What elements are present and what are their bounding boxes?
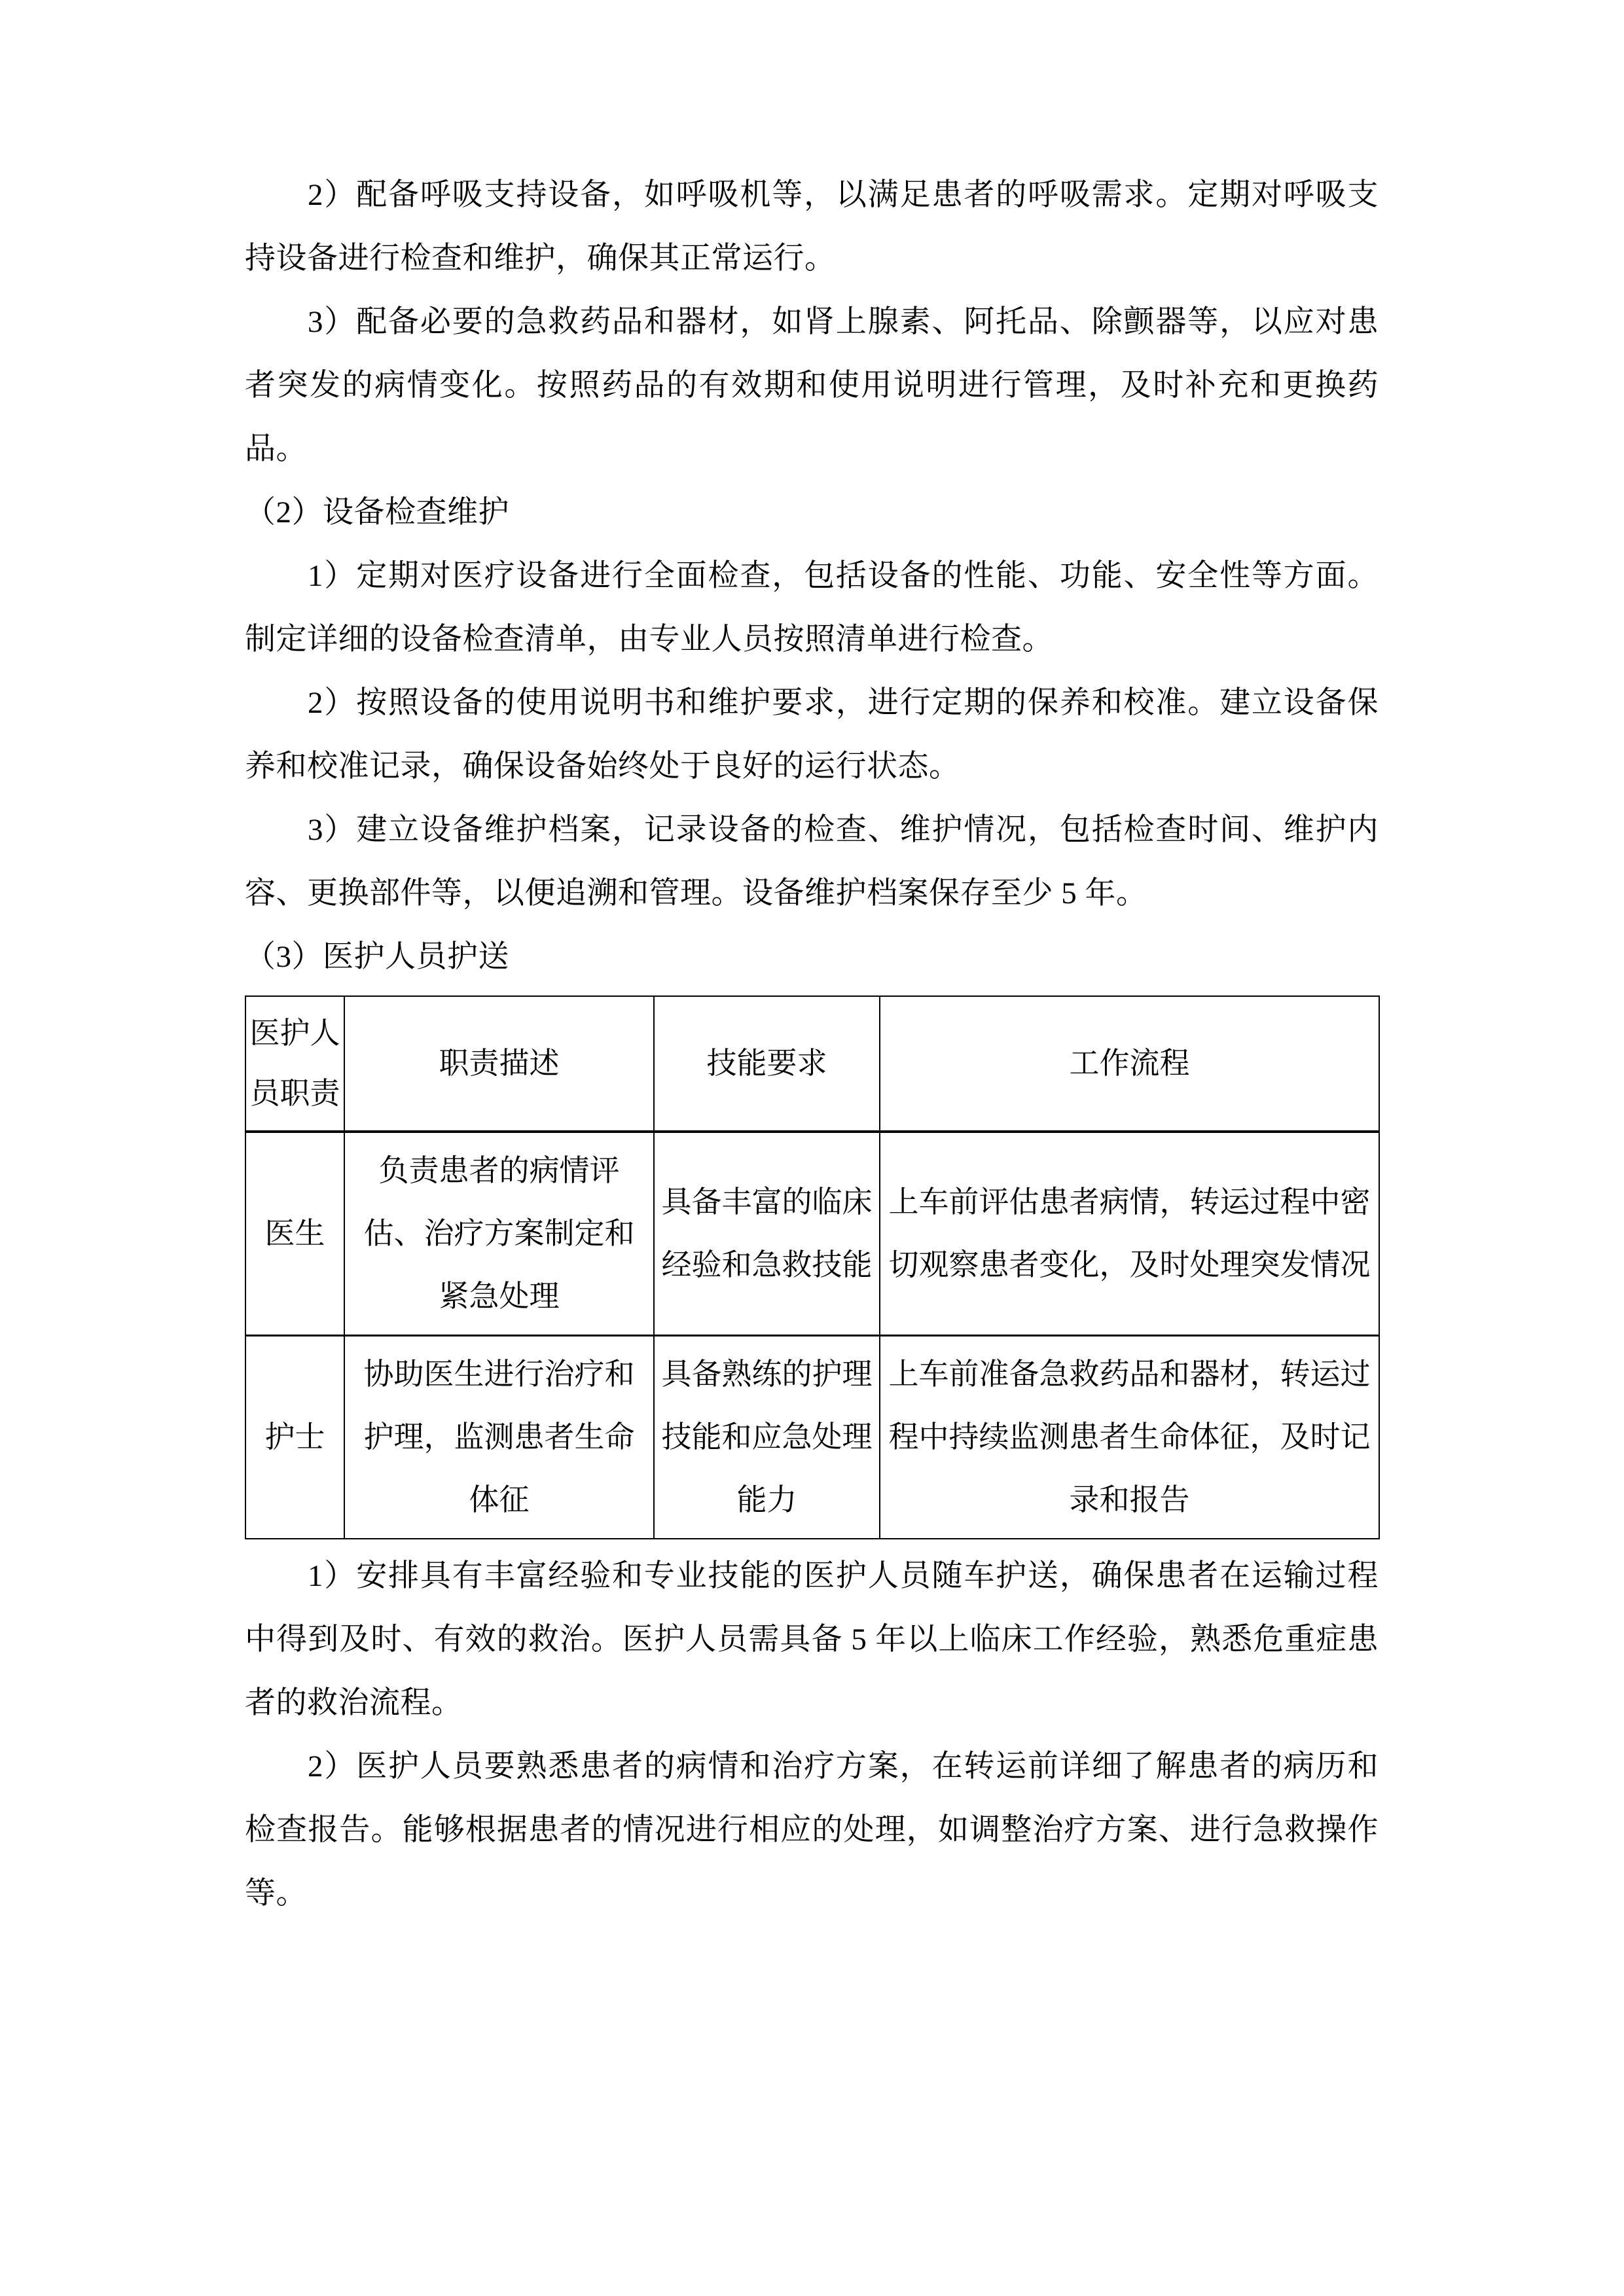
heading-equipment-inspection: （2）设备检查维护 — [245, 495, 509, 529]
table-row — [245, 1132, 1379, 1336]
paragraph-staff-familiarity: 2）医护人员要熟悉患者的病情和治疗方案，在转运前详细了解患者的病历和检查报告。能够根据患者的情况进行相应的处理，如调整治疗方案、进行急救操作等。 — [245, 1749, 1379, 1910]
table-header-row — [245, 996, 1379, 1132]
roles-table-wrapper — [245, 989, 1379, 1545]
paragraph-periodic-inspection: 1）定期对医疗设备进行全面检查，包括设备的性能、功能、安全性等方面。制定详细的设备检查清单，由专业人员按照清单进行检查。 — [245, 559, 1379, 656]
paragraph-staff-arrangement: 1）安排具有丰富经验和专业技能的医护人员随车护送，确保患者在运输过程中得到及时、有效的救治。医护人员需具备 5 年以上临床工作经验，熟悉危重症患者的救治流程。 — [245, 1559, 1379, 1720]
header-cell-duty: 职责描述 — [344, 996, 654, 1132]
cell-workflow-nurse: 上车前准备急救药品和器材，转运过程中持续监测患者生命体征，及时记录和报告 — [880, 1336, 1379, 1539]
paragraph-maintenance-archive: 3）建立设备维护档案，记录设备的检查、维护情况，包括检查时间、维护内容、更换部件等，以便追溯和管理。设备维护档案保存至少 5 年。 — [245, 813, 1379, 910]
paragraph-emergency-drugs: 3）配备必要的急救药品和器材，如肾上腺素、阿托品、除颤器等，以应对患者突发的病情变化。按照药品的有效期和使用说明进行管理，及时补充和更换药品。 — [245, 305, 1379, 466]
cell-workflow-doctor: 上车前评估患者病情，转运过程中密切观察患者变化，及时处理突发情况 — [880, 1132, 1379, 1336]
cell-duty-doctor: 负责患者的病情评估、治疗方案制定和紧急处理 — [344, 1132, 654, 1336]
cell-role-nurse: 护士 — [245, 1336, 344, 1539]
heading-medical-staff-escort: （3）医护人员护送 — [245, 940, 509, 974]
header-cell-role: 医护人员职责 — [245, 996, 344, 1132]
cell-skill-nurse: 具备熟练的护理技能和应急处理能力 — [654, 1336, 880, 1539]
cell-skill-doctor: 具备丰富的临床经验和急救技能 — [654, 1132, 880, 1336]
paragraph-maintenance-calibration: 2）按照设备的使用说明书和维护要求，进行定期的保养和校准。建立设备保养和校准记录，确保设备始终处于良好的运行状态。 — [245, 686, 1379, 783]
cell-duty-nurse: 协助医生进行治疗和护理，监测患者生命体征 — [344, 1336, 654, 1539]
cell-role-doctor: 医生 — [245, 1132, 344, 1336]
header-cell-skill: 技能要求 — [654, 996, 880, 1132]
table-row — [245, 1336, 1379, 1539]
document-body — [245, 164, 1379, 1926]
medical-staff-roles-table — [245, 996, 1380, 1539]
paragraph-respiratory-equipment: 2）配备呼吸支持设备，如呼吸机等，以满足患者的呼吸需求。定期对呼吸支持设备进行检查和维护，确保其正常运行。 — [245, 178, 1379, 276]
header-cell-workflow: 工作流程 — [880, 996, 1379, 1132]
